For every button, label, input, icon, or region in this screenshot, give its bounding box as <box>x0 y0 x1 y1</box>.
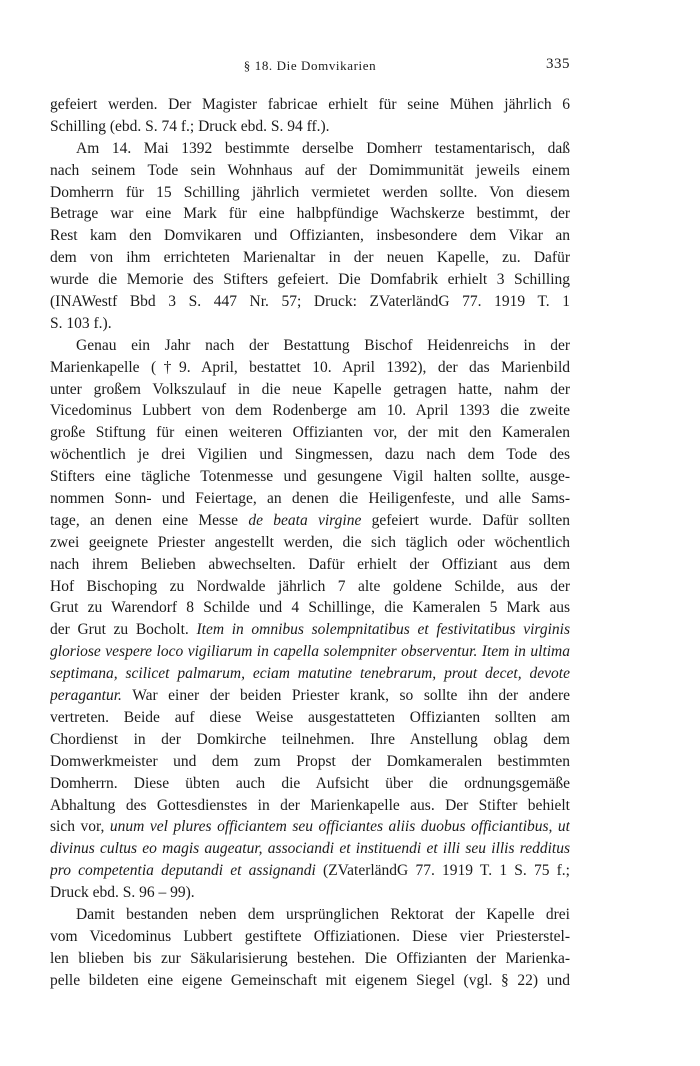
text-segment: Genau ein Jahr nach der Bestattung Bischof Heidenreichs in der <box>76 336 570 354</box>
text-segment: Druck ebd. S. 96 – 99). <box>50 884 195 902</box>
text-segment: tage, an denen eine Messe <box>50 511 249 529</box>
text-segment: Stifters eine tägliche Totenmesse und gesungene Vigil halten sollte, ausge- <box>50 468 570 486</box>
text-line <box>50 882 570 904</box>
text-line <box>50 313 570 335</box>
text-line <box>50 291 570 313</box>
text-line <box>50 751 570 773</box>
text-segment: Domherrn. Diese übten auch die Aufsicht über die ordnungsgemäße <box>50 774 570 792</box>
text-segment: len blieben bis zur Säkularisierung bestehen. Die Offizianten der Marienka- <box>50 949 570 967</box>
text-line <box>50 554 570 576</box>
text-line <box>50 707 570 729</box>
text-segment: Rest kam den Domvikaren und Offizianten, insbesondere dem Vikar an <box>50 227 570 245</box>
text-segment: Domherrn für 15 Schilling jährlich vermietet werden sollte. Von diesem <box>50 183 570 201</box>
text-line <box>50 860 570 882</box>
text-line <box>50 685 570 707</box>
text-line <box>50 532 570 554</box>
text-line <box>50 203 570 225</box>
text-line <box>50 926 570 948</box>
text-line <box>50 619 570 641</box>
text-line <box>50 357 570 379</box>
latin-quotation: divinus cultus eo magis augeatur, associandi et instituendi et illi seu illis redditus <box>50 840 570 858</box>
text-line <box>50 160 570 182</box>
latin-quotation: septimana, scilicet palmarum, eciam matutine tenebrarum, prout decet, devote <box>50 665 570 683</box>
text-line <box>50 379 570 401</box>
text-line <box>50 116 570 138</box>
text-line <box>50 773 570 795</box>
text-segment: Domwerkmeister und dem zum Propst der Domkameralen bestimmten <box>50 752 570 770</box>
text-segment: War einer der beiden Priester krank, so sollte ihn der andere <box>121 687 570 705</box>
text-segment: Betrage war eine Mark für eine halbpfündige Wachskerze bestimmt, der <box>50 205 570 223</box>
text-line <box>50 576 570 598</box>
text-line <box>50 400 570 422</box>
text-line <box>50 663 570 685</box>
text-segment: zwei geeignete Priester angestellt werden, die sich täglich oder wöchentlich <box>50 533 570 551</box>
text-segment: Hof Bischoping zu Nordwalde jährlich 7 alte goldene Schilde, aus der <box>50 577 570 595</box>
text-segment: Damit bestanden neben dem ursprünglichen Rektorat der Kapelle drei <box>76 905 570 923</box>
page-number: 335 <box>546 56 570 72</box>
text-line <box>50 510 570 532</box>
text-segment: wurde die Memorie des Stifters gefeiert. Die Domfabrik erhielt 3 Schilling <box>50 271 570 289</box>
text-line <box>50 904 570 926</box>
text-segment: Marienkapelle (†9. April, bestattet 10. April 1392), der das Marienbild <box>50 358 570 376</box>
text-segment: Chordienst in der Domkirche teilnehmen. Ihre Anstellung oblag dem <box>50 730 570 748</box>
body-text <box>50 94 570 992</box>
latin-quotation: gloriose vespere loco vigiliarum in capella solempniter observentur. Item in ultima <box>50 643 570 661</box>
text-line <box>50 816 570 838</box>
text-line <box>50 182 570 204</box>
text-segment: große Stiftung für einen weiteren Offizianten vor, der mit den Kameralen <box>50 424 570 442</box>
text-segment: S. 103 f.). <box>50 314 112 332</box>
text-line <box>50 422 570 444</box>
text-line <box>50 641 570 663</box>
running-head-title: § 18. Die Domvikarien <box>243 58 377 73</box>
text-segment: gefeiert wurde. Dafür sollten <box>361 511 570 529</box>
latin-quotation: pro competentia deputandi et assignandi <box>50 862 316 880</box>
text-line <box>50 488 570 510</box>
text-line <box>50 729 570 751</box>
text-line <box>50 597 570 619</box>
text-segment: Schilling (ebd. S. 74 f.; Druck ebd. S. 94 ff.). <box>50 117 330 135</box>
text-segment: pelle bildeten eine eigene Gemeinschaft mit eigenem Siegel (vgl. § 22) und <box>50 971 570 989</box>
text-line <box>50 269 570 291</box>
text-segment: sich vor, <box>50 818 110 836</box>
running-head <box>50 56 570 76</box>
text-segment: nach seinem Tode sein Wohnhaus auf der Domimmunität jeweils einem <box>50 161 570 179</box>
latin-quotation: peragantur. <box>50 687 122 705</box>
text-line <box>50 466 570 488</box>
latin-quotation: Item in omnibus solempnitatibus et festivitatibus virginis <box>196 621 570 639</box>
text-line <box>50 444 570 466</box>
text-segment: (ZVaterländG 77. 1919 T. 1 S. 75 f.; <box>315 862 570 880</box>
text-segment: (INAWestf Bbd 3 S. 447 Nr. 57; Druck: ZVaterländG 77. 1919 T. 1 <box>50 293 570 311</box>
text-line <box>50 247 570 269</box>
text-segment: Grut zu Warendorf 8 Schilde und 4 Schillinge, die Kameralen 5 Mark aus <box>50 599 570 617</box>
text-line <box>50 335 570 357</box>
text-segment: unter großem Volkszulauf in die neue Kapelle getragen hatte, nahm der <box>50 380 570 398</box>
text-segment: Vicedominus Lubbert von dem Rodenberge am 10. April 1393 die zweite <box>50 402 570 420</box>
text-segment: vom Vicedominus Lubbert gestiftete Offiziationen. Diese vier Priesterstel- <box>50 927 570 945</box>
text-line <box>50 795 570 817</box>
text-line <box>50 970 570 992</box>
text-segment: vertreten. Beide auf diese Weise ausgestatteten Offizianten sollten am <box>50 708 570 726</box>
latin-quotation: de beata virgine <box>248 511 362 529</box>
text-segment: Am 14. Mai 1392 bestimmte derselbe Domherr testamentarisch, daß <box>76 139 570 157</box>
text-segment: wöchentlich je drei Vigilien und Singmessen, dazu nach dem Tode des <box>50 446 570 464</box>
text-line <box>50 94 570 116</box>
text-segment: Abhaltung des Gottesdienstes in der Marienkapelle aus. Der Stifter behielt <box>50 796 570 814</box>
text-line <box>50 138 570 160</box>
text-segment: nommen Sonn- und Feiertage, an denen die Heiligenfeste, und alle Sams- <box>50 490 570 508</box>
text-line <box>50 838 570 860</box>
text-segment: gefeiert werden. Der Magister fabricae erhielt für seine Mühen jährlich 6 <box>50 96 570 113</box>
text-segment: nach ihrem Belieben abwechselten. Dafür erhielt der Offiziant aus dem <box>50 555 570 573</box>
text-segment: dem von ihm errichteten Marienaltar in der neuen Kapelle, zu. Dafür <box>50 249 570 267</box>
text-line <box>50 225 570 247</box>
latin-quotation: unum vel plures officiantem seu officiantes aliis duobus officiantibus, ut <box>109 818 570 836</box>
text-line <box>50 948 570 970</box>
text-segment: der Grut zu Bocholt. <box>50 621 197 639</box>
